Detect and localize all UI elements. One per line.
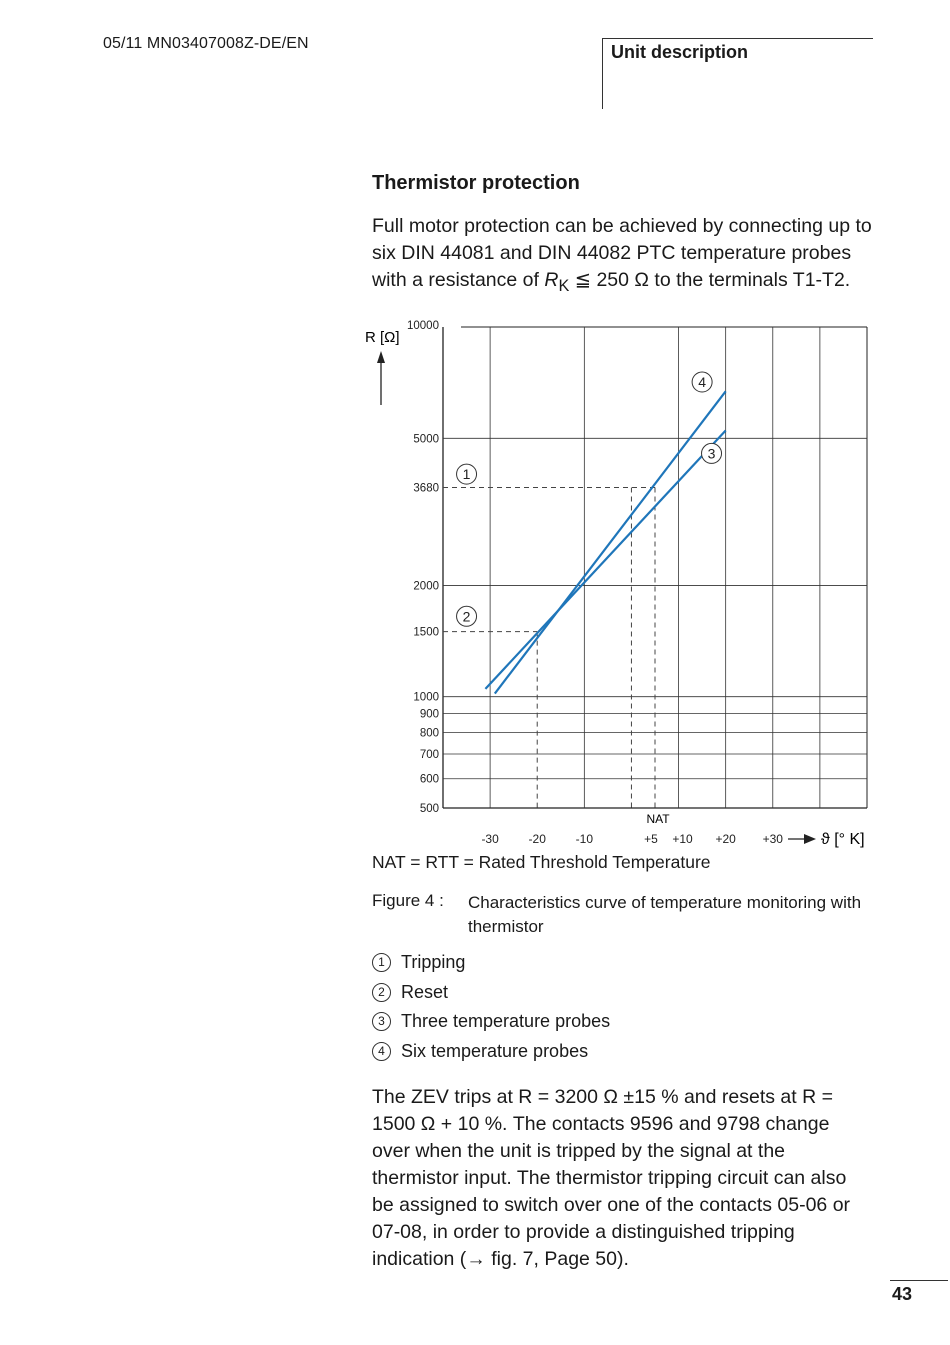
legend-number: 3 <box>372 1012 391 1031</box>
legend-text: Six temperature probes <box>401 1040 589 1061</box>
legend-number: 1 <box>372 953 391 972</box>
legend-text: Tripping <box>401 952 466 973</box>
legend-text: Three temperature probes <box>401 1011 611 1032</box>
y-tick-label: 500 <box>419 803 439 815</box>
x-tick-labels <box>481 832 783 846</box>
figure-reference-link[interactable]: fig. 7, Page 50). <box>485 1248 629 1270</box>
y-tick-label: 1500 <box>413 626 439 639</box>
closing-text: The ZEV trips at R = 3200 Ω ±15 % and resets at R = 1500 Ω + 10 %. The contacts 9596 and 9798 change over when the unit is tripped by the signal at the thermistor input. The thermistor tripping circuit can also be assigned to switch over one of the contacts 05-06 or 07-08, in order to provide a distinguished tripping indication ( <box>372 1086 851 1270</box>
legend-item <box>372 948 610 978</box>
y-tick-label: 700 <box>419 748 439 761</box>
marker-label-1: 1 <box>462 466 471 483</box>
x-tick-label: +10 <box>672 832 693 846</box>
reference-lines <box>443 488 655 808</box>
series-line-3 <box>485 430 725 688</box>
y-axis-label: R [Ω] <box>365 329 400 346</box>
figure-label: Figure 4 : <box>372 891 444 910</box>
closing-paragraph <box>372 1084 872 1273</box>
x-tick-label: -20 <box>528 832 546 846</box>
resistance-symbol: R <box>544 269 559 291</box>
page-number-rule <box>890 1280 948 1281</box>
legend-item <box>372 978 610 1008</box>
x-axis-label: ϑ [° K] <box>821 831 865 848</box>
legend-item <box>372 1037 610 1067</box>
legend-number: 4 <box>372 1042 391 1061</box>
y-axis-arrow-head <box>377 351 385 363</box>
y-tick-label: 5000 <box>413 433 439 446</box>
nat-note: NAT = RTT = Rated Threshold Temperature <box>372 852 711 872</box>
nat-label: NAT <box>646 812 670 826</box>
x-tick-label: -10 <box>575 832 594 846</box>
y-tick-label: 1000 <box>413 691 439 704</box>
marker-label-2: 2 <box>462 608 471 625</box>
y-tick-label: 3680 <box>413 482 439 495</box>
x-tick-label: +5 <box>644 832 658 846</box>
reference-arrow-icon: → <box>466 1248 486 1270</box>
series-line-4 <box>495 391 726 693</box>
section-title: Unit description <box>611 42 749 62</box>
intro-paragraph <box>372 213 872 300</box>
intro-text-before: Full motor protection can be achieved by connecting up to six DIN 44081 and DIN 44082 PTC temperature probes with a resistance of <box>372 215 872 291</box>
section-header-box <box>602 38 873 109</box>
marker-label-3: 3 <box>707 445 716 462</box>
legend-text: Reset <box>401 981 449 1002</box>
thermistor-characteristic-chart <box>360 315 875 850</box>
document-id: 05/11 MN03407008Z-DE/EN <box>103 35 309 52</box>
legend-number: 2 <box>372 983 391 1002</box>
y-tick-label: 10000 <box>407 320 439 332</box>
section-heading: Thermistor protection <box>372 172 580 194</box>
x-tick-label: +20 <box>715 832 736 846</box>
page-number: 43 <box>892 1284 913 1304</box>
y-tick-label: 2000 <box>413 580 439 593</box>
legend-item <box>372 1007 610 1037</box>
y-tick-label: 600 <box>419 773 439 786</box>
intro-text-after: ≦ 250 Ω to the terminals T1-T2. <box>569 269 851 291</box>
legend-list <box>372 948 610 1066</box>
y-tick-label: 800 <box>419 727 439 740</box>
marker-label-4: 4 <box>698 373 707 390</box>
y-tick-labels <box>407 320 439 815</box>
resistance-subscript: K <box>558 276 570 295</box>
curve-markers <box>457 372 722 626</box>
x-axis-arrow-head <box>804 834 816 844</box>
x-tick-label: -30 <box>481 832 499 846</box>
figure-caption: Characteristics curve of temperature monitoring with thermistor <box>468 893 862 936</box>
chart-grid <box>443 327 867 808</box>
chart-series <box>485 391 725 693</box>
x-tick-label: +30 <box>762 832 783 846</box>
y-tick-label: 900 <box>419 708 439 721</box>
